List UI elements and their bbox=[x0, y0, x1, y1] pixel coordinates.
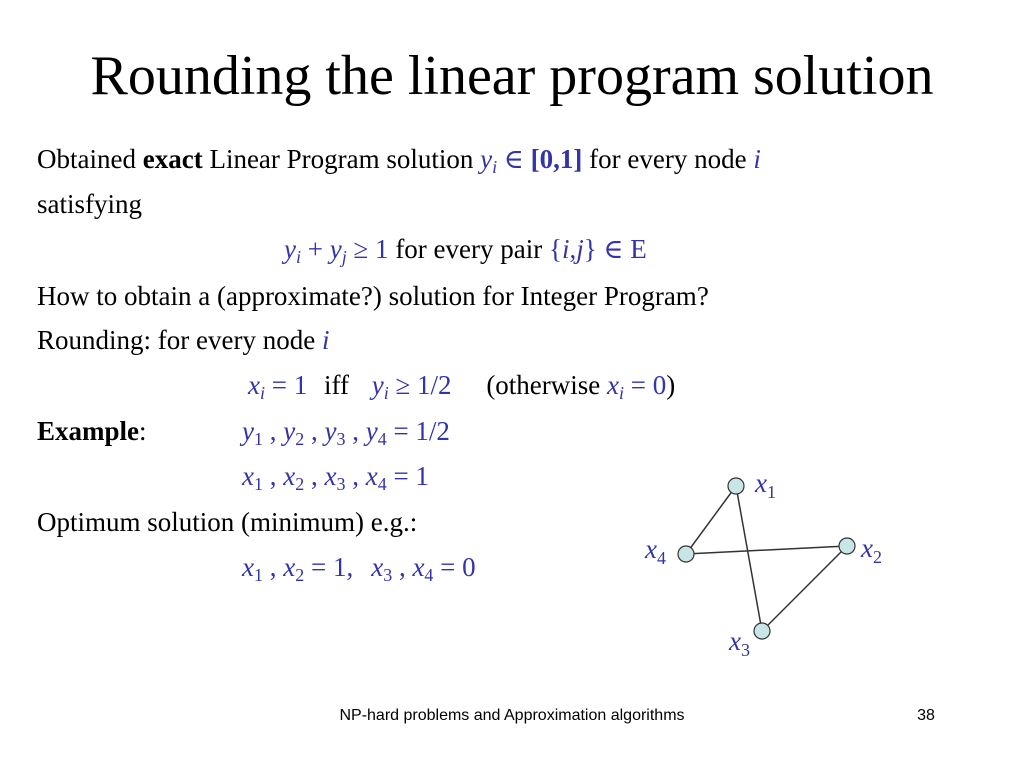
sub: 1 bbox=[253, 565, 263, 585]
label-x1: $x_1$ bbox=[755, 468, 776, 502]
sub-j: j bbox=[341, 247, 347, 267]
in-symbol: ∈ bbox=[497, 144, 531, 174]
comma: , bbox=[569, 234, 577, 264]
var-y: y bbox=[371, 370, 384, 400]
optimum-line: Optimum solution (minimum) e.g.: bbox=[37, 507, 418, 537]
text: for every node bbox=[582, 144, 754, 174]
var-y: y bbox=[283, 416, 296, 446]
text: Linear Program solution bbox=[202, 144, 481, 174]
graph-nodes bbox=[678, 478, 855, 639]
var-i: i bbox=[561, 234, 570, 264]
sub: 4 bbox=[424, 565, 434, 585]
var-x: x bbox=[371, 552, 384, 582]
comma: , bbox=[345, 416, 366, 446]
otherwise: (otherwise bbox=[486, 370, 608, 400]
eq-one: = 1, bbox=[304, 552, 354, 582]
geq-one: ≥ 1 bbox=[346, 234, 389, 264]
edge-x1-x4 bbox=[686, 486, 736, 554]
edge-x1-x3 bbox=[736, 486, 762, 631]
colon: : bbox=[139, 416, 147, 446]
sub: 3 bbox=[336, 429, 346, 449]
comma: , bbox=[345, 461, 366, 491]
var-x: x bbox=[365, 461, 378, 491]
var-x: x bbox=[242, 461, 254, 491]
node-i: i bbox=[321, 325, 330, 355]
graph-edges bbox=[686, 486, 847, 631]
label-x3: $x_3$ bbox=[729, 626, 750, 660]
comma: , bbox=[304, 461, 325, 491]
node-x3 bbox=[754, 623, 770, 639]
var-y: y bbox=[242, 416, 254, 446]
comma: , bbox=[262, 461, 284, 491]
eq-half: = 1/2 bbox=[386, 416, 450, 446]
brace: { bbox=[548, 234, 562, 264]
sub: 4 bbox=[377, 429, 387, 449]
var-x: x bbox=[324, 461, 337, 491]
interval: [0,1] bbox=[530, 144, 583, 174]
eq-zero: = 0 bbox=[624, 370, 667, 400]
comma: , bbox=[392, 552, 413, 582]
sub: 3 bbox=[336, 474, 346, 494]
paren: ) bbox=[666, 370, 676, 400]
sub: 1 bbox=[253, 474, 263, 494]
label-x4: $x_4$ bbox=[645, 534, 666, 568]
sub-i: i bbox=[259, 383, 265, 403]
question-line: How to obtain a (approximate?) solution for Integer Program? bbox=[37, 281, 709, 311]
in-e: ∈ E bbox=[596, 234, 647, 264]
sub: 2 bbox=[295, 429, 305, 449]
example-bold: Example bbox=[37, 416, 140, 446]
sub: 3 bbox=[383, 565, 393, 585]
sub-i: i bbox=[619, 383, 625, 403]
label-x2: $x_2$ bbox=[861, 533, 882, 567]
sub: 4 bbox=[377, 474, 387, 494]
var-x: x bbox=[248, 370, 260, 400]
node-x2 bbox=[839, 538, 855, 554]
node-x1 bbox=[728, 478, 744, 494]
sub-i: i bbox=[383, 383, 389, 403]
sub-i: i bbox=[295, 247, 301, 267]
edge-x2-x3 bbox=[762, 546, 847, 631]
text: Obtained bbox=[37, 144, 143, 174]
page-number: 38 bbox=[917, 707, 935, 724]
comma: , bbox=[262, 416, 284, 446]
sub: 1 bbox=[253, 429, 263, 449]
var-x: x bbox=[607, 370, 620, 400]
eq-one: = 1 bbox=[265, 370, 308, 400]
var-j: j bbox=[576, 234, 584, 264]
comma: , bbox=[262, 552, 284, 582]
satisfying-line: satisfying bbox=[37, 189, 142, 219]
text: Rounding: for every node bbox=[37, 325, 322, 355]
var-y: y bbox=[324, 416, 337, 446]
var-x: x bbox=[283, 552, 296, 582]
iff: iff bbox=[323, 370, 349, 400]
var-x: x bbox=[283, 461, 296, 491]
edge-x4-x2 bbox=[686, 546, 847, 554]
text: for every pair bbox=[388, 234, 549, 264]
eq-zero: = 0 bbox=[433, 552, 476, 582]
exact-bold: exact bbox=[142, 144, 203, 174]
var-y: y bbox=[284, 234, 296, 264]
footer-text: NP-hard problems and Approximation algorithms bbox=[339, 707, 685, 724]
comma: , bbox=[304, 416, 325, 446]
var-x: x bbox=[412, 552, 425, 582]
var-x: x bbox=[242, 552, 254, 582]
var-y: y bbox=[329, 234, 342, 264]
brace: } bbox=[583, 234, 597, 264]
var-y: y bbox=[365, 416, 378, 446]
geq-half: ≥ 1/2 bbox=[388, 370, 452, 400]
sub-i: i bbox=[492, 157, 498, 177]
plus: + bbox=[301, 234, 330, 264]
node-i: i bbox=[753, 144, 761, 174]
var-y: y bbox=[480, 144, 493, 174]
slide-title: Rounding the linear program solution bbox=[90, 45, 934, 107]
node-x4 bbox=[678, 546, 694, 562]
eq-one: = 1 bbox=[386, 461, 429, 491]
sub: 2 bbox=[295, 565, 305, 585]
sub: 2 bbox=[295, 474, 305, 494]
